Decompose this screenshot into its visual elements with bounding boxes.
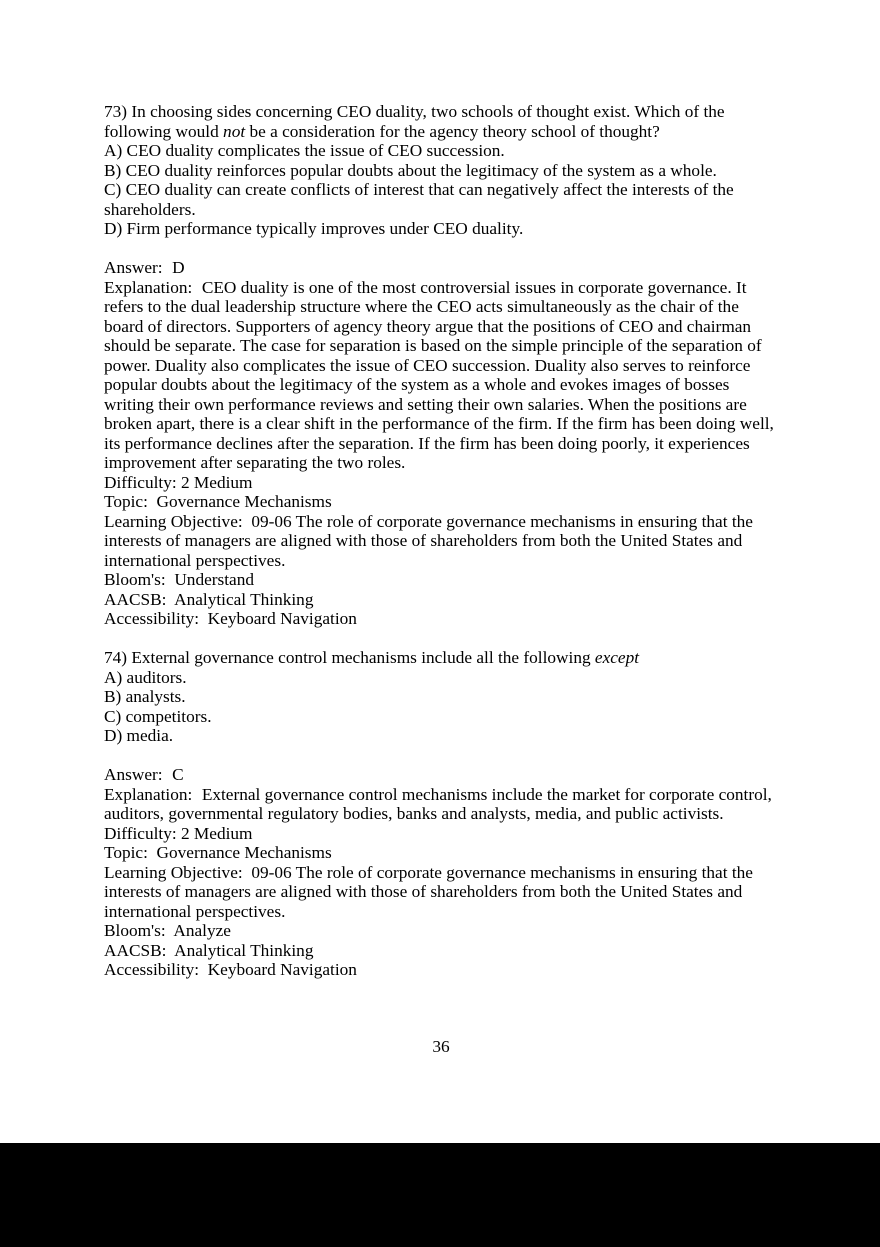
aacsb-line: AACSB: Analytical Thinking [104, 940, 314, 960]
aacsb-line: AACSB: Analytical Thinking [104, 589, 314, 609]
option-a: A) auditors. [104, 667, 187, 687]
answer-label: Answer: [104, 258, 163, 277]
explanation-label: Explanation: [104, 277, 193, 297]
document-page-content [104, 0, 778, 1056]
difficulty-line: Difficulty: 2 Medium [104, 472, 253, 492]
blank-line [104, 746, 778, 766]
answer-line [104, 765, 778, 785]
learning-objective-line: Learning Objective: 09-06 The role of corporate governance mechanisms in ensuring that the interests of managers are aligned with those of shareholders from both the United States and international perspectives. [104, 511, 758, 570]
explanation-line [104, 785, 778, 824]
option-c: C) competitors. [104, 706, 212, 726]
question-stem-italic: not [223, 121, 246, 141]
topic-line: Topic: Governance Mechanisms [104, 843, 332, 862]
blooms-line: Bloom's: Understand [104, 570, 254, 589]
bottom-black-bar [0, 1143, 880, 1247]
question-stem-after: be a consideration for the agency theory school of thought? [245, 121, 660, 141]
explanation-text: CEO duality is one of the most controversial issues in corporate governance. It refers to the dual leadership structure where the CEO acts simultaneously as the chair of the board of directors. Supporters of agency theory argue that the positions of CEO and chairman should be separate. The case for separation is based on the simple principle of the separation of power. Duality also complicates the issue of CEO succession. Duality also serves to reinforce popular doubts about the legitimacy of the system as a whole and evokes images of bosses writing their own performance reviews and setting their own salaries. When the positions are broken apart, there is a clear shift in the performance of the firm. If the firm has been doing well, its performance declines after the separation. If the firm has been doing poorly, it experiences improvement after separating the two roles. [104, 277, 779, 472]
answer-label: Answer: [104, 765, 163, 784]
answer-line [104, 258, 778, 278]
difficulty-line: Difficulty: 2 Medium [104, 823, 253, 843]
option-b: B) CEO duality reinforces popular doubts about the legitimacy of the system as a whole. [104, 160, 717, 180]
page-number: 36 [432, 1036, 450, 1056]
learning-objective-line: Learning Objective: 09-06 The role of corporate governance mechanisms in ensuring that the interests of managers are aligned with those of shareholders from both the United States and international perspectives. [104, 862, 758, 921]
explanation-line [104, 278, 778, 473]
blank-line [104, 629, 778, 649]
question-block-73 [104, 102, 778, 629]
topic-line: Topic: Governance Mechanisms [104, 492, 332, 511]
option-d: D) media. [104, 726, 174, 745]
option-a: A) CEO duality complicates the issue of CEO succession. [104, 141, 505, 160]
question-stem [104, 648, 778, 668]
question-stem-before: 74) External governance control mechanisms include all the following [104, 648, 595, 667]
question-stem-before: 73) In choosing sides concerning CEO duality, two schools of thought exist. Which of the following would [104, 102, 729, 141]
accessibility-line: Accessibility: Keyboard Navigation [104, 609, 357, 628]
option-b: B) analysts. [104, 687, 186, 706]
answer-value: C [172, 765, 184, 784]
accessibility-line: Accessibility: Keyboard Navigation [104, 960, 357, 979]
explanation-text: External governance control mechanisms include the market for corporate control, auditors, governmental regulatory bodies, banks and analysts, media, and public activists. [104, 784, 777, 823]
blank-line [104, 239, 778, 259]
explanation-label: Explanation: [104, 784, 193, 804]
question-stem [104, 102, 778, 141]
blooms-line: Bloom's: Analyze [104, 921, 231, 940]
option-c: C) CEO duality can create conflicts of interest that can negatively affect the interests of the shareholders. [104, 180, 739, 219]
option-d: D) Firm performance typically improves under CEO duality. [104, 219, 524, 238]
answer-value: D [172, 258, 185, 277]
question-stem-italic: except [594, 648, 640, 667]
question-block-74 [104, 648, 778, 980]
